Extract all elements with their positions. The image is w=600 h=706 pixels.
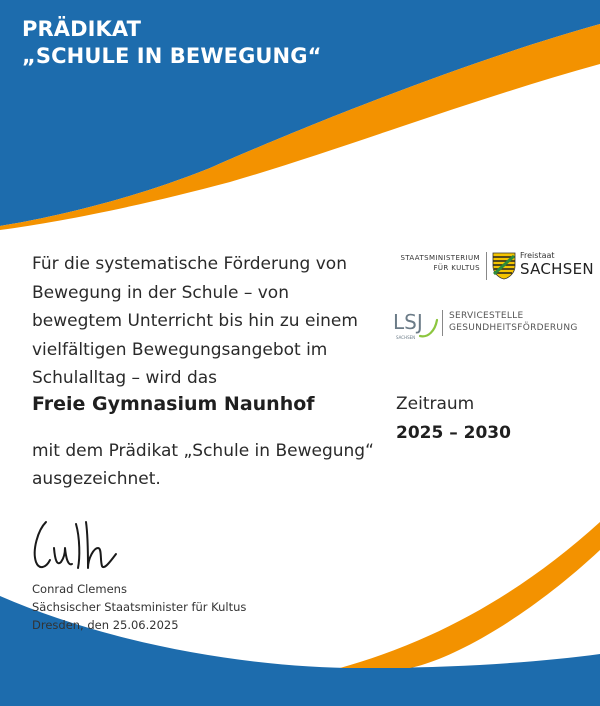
signing-place-date: Dresden, den 25.06.2025 — [32, 618, 179, 632]
bottom-orange-swoosh — [340, 522, 600, 668]
lsj-mark-text: LSJ — [393, 310, 423, 334]
period-label: Zeitraum — [396, 394, 475, 414]
signer-name: Conrad Clemens — [32, 582, 127, 596]
award-line: ausgezeichnet. — [32, 469, 161, 489]
ministry-logo — [392, 250, 592, 286]
logo-divider — [486, 252, 487, 280]
handwritten-signature — [28, 514, 138, 576]
service-line-2: GESUNDHEITSFÖRDERUNG — [449, 322, 578, 333]
intro-line: Schulalltag – wird das — [32, 368, 218, 388]
ministry-text — [392, 254, 480, 273]
lsj-mark-icon — [392, 306, 442, 344]
intro-paragraph — [32, 250, 372, 393]
lsj-logo — [392, 308, 592, 344]
period-years: 2025 – 2030 — [396, 423, 511, 443]
school-name: Freie Gymnasium Naunhof — [32, 393, 315, 415]
freistaat-label: Freistaat — [520, 251, 555, 260]
intro-line: Für die systematische Förderung von — [32, 254, 347, 274]
service-line-1: SERVICESTELLE — [449, 311, 524, 321]
logo-divider — [442, 310, 443, 336]
ministry-line-1: STAATSMINISTERIUM — [400, 254, 480, 262]
title-line-2: „SCHULE IN BEWEGUNG“ — [22, 44, 322, 68]
signer-role: Sächsischer Staatsminister für Kultus — [32, 600, 247, 614]
intro-line: bewegtem Unterricht bis hin zu einem — [32, 311, 358, 331]
lsj-mark-subtext: SACHSEN — [396, 335, 416, 340]
sachsen-label: SACHSEN — [520, 260, 594, 278]
award-paragraph — [32, 437, 382, 493]
service-text — [449, 311, 578, 334]
certificate-title — [22, 16, 321, 70]
title-line-1: PRÄDIKAT — [22, 17, 142, 41]
saxony-crest-icon — [492, 252, 516, 280]
award-line: mit dem Prädikat „Schule in Bewegung“ — [32, 441, 374, 461]
intro-line: Bewegung in der Schule – von — [32, 282, 289, 303]
intro-line: vielfältigen Bewegungsangebot im — [32, 339, 328, 360]
signer-block — [32, 580, 246, 634]
ministry-line-2: FÜR KULTUS — [433, 263, 480, 272]
